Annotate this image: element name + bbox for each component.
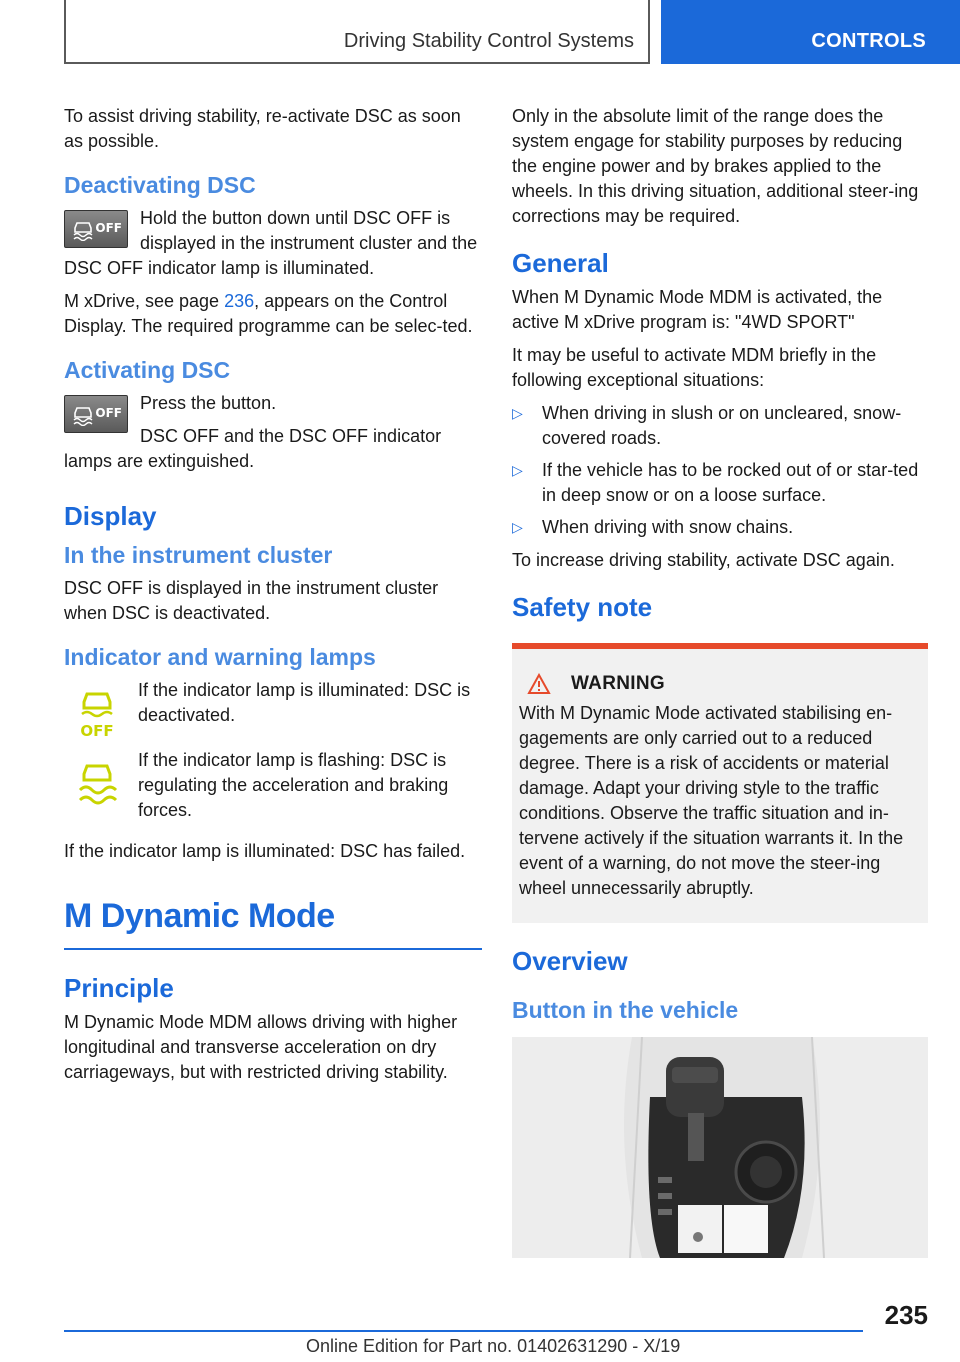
- m-dynamic-mode-title: M Dynamic Mode: [64, 896, 482, 950]
- principle-text: M Dynamic Mode MDM allows driving with higher longitudinal and transverse acceleration on dry carriageways, but with restricted driving stability.: [64, 1012, 458, 1082]
- display-heading: Display: [64, 501, 157, 531]
- edition-text: Online Edition for Part no. 01402631290 - X/19: [306, 1336, 681, 1356]
- triangle-bullet-icon: ▷: [512, 462, 523, 478]
- warning-label: WARNING: [571, 673, 665, 694]
- lamp-row-flashing: [64, 748, 482, 831]
- instrument-cluster-text: DSC OFF is displayed in the instrument cluster when DSC is deactivated.: [64, 578, 439, 623]
- warning-text: With M Dynamic Mode activated stabilising en-gagements are only carried out to a reduced degree. There is a risk of accidents or material damage. Adapt your driving style to the traffic conditions. Observe the traffic situation and in-tervene actively if the situation warrants it. In the event of a warning, do not move the steer-ing wheel unnecessarily abruptly.: [519, 703, 904, 898]
- warning-triangle-icon: [527, 673, 551, 695]
- warning-header: [527, 673, 920, 695]
- overview-heading: Overview: [512, 946, 628, 976]
- list-item: ▷ If the vehicle has to be rocked out of or star-ted in deep snow or on a loose surface.: [512, 460, 919, 505]
- center-console-photo: [512, 1037, 928, 1258]
- warning-box: [512, 643, 928, 923]
- limit-text: Only in the absolute limit of the range does the system engage for stability purposes by reducing the engine power and by brakes applied to the wheels. In this driving situation, additional steer-ing corrections may be required.: [512, 106, 919, 226]
- general-text3: To increase driving stability, activate DSC again.: [512, 550, 895, 570]
- list-item: ▷ When driving with snow chains.: [512, 515, 928, 540]
- button-off-label: OFF: [95, 406, 122, 420]
- xdrive-paragraph: [64, 289, 482, 339]
- safety-note-heading: Safety note: [512, 592, 653, 622]
- button-in-vehicle-heading: Button in the vehicle: [512, 997, 739, 1023]
- activating-dsc-heading: Activating DSC: [64, 357, 231, 383]
- left-column: [64, 104, 482, 1093]
- header-chapter-box[interactable]: [661, 0, 960, 64]
- right-column: [512, 104, 928, 1258]
- page-number: 235: [884, 1300, 928, 1330]
- deactivating-dsc-text: Hold the button down until DSC OFF is displayed in the instrument cluster and the DSC OFF indicator lamp is illuminated.: [64, 208, 478, 278]
- header-section-box: [64, 0, 650, 64]
- lamp-failed-text: If the indicator lamp is illuminated: DSC has failed.: [64, 841, 466, 861]
- general-text1: When M Dynamic Mode MDM is activated, the active M xDrive program is: "4WD SPORT": [512, 287, 883, 332]
- chapter-title[interactable]: CONTROLS: [811, 30, 926, 52]
- principle-heading: Principle: [64, 973, 174, 1003]
- deactivating-dsc-block: [64, 206, 482, 289]
- triangle-bullet-icon: ▷: [512, 519, 523, 535]
- general-text2: It may be useful to activate MDM briefly in the following exceptional situations:: [512, 345, 877, 390]
- dsc-off-button-icon: [64, 395, 128, 433]
- car-skid-icon: [71, 402, 95, 426]
- xdrive-text-after: , appears on the Control Display. The required programme can be selec-ted.: [64, 291, 473, 336]
- instrument-cluster-heading: In the instrument cluster: [64, 542, 333, 568]
- triangle-bullet-icon: ▷: [512, 405, 523, 421]
- lamp-row-off: [64, 678, 482, 740]
- activating-dsc-block: [64, 391, 482, 482]
- dsc-off-button-icon: [64, 210, 128, 248]
- activating-dsc-text1: Press the button.: [140, 393, 277, 413]
- lamp-off-label: OFF: [80, 722, 114, 740]
- lamp2-text: If the indicator lamp is flashing: DSC is regulating the acceleration and braking forces.: [138, 750, 449, 820]
- general-heading: General: [512, 248, 609, 278]
- button-off-label: OFF: [95, 221, 122, 235]
- intro-text: To assist driving stability, re-activate DSC as soon as possible.: [64, 106, 461, 151]
- car-skid-icon: [71, 217, 95, 241]
- dsc-lamp-icon: [72, 756, 122, 810]
- xdrive-text-before: M xDrive, see page: [64, 291, 225, 311]
- page-link-236[interactable]: 236: [224, 291, 255, 311]
- situations-list: [512, 401, 928, 540]
- section-title: Driving Stability Control Systems: [343, 30, 634, 52]
- indicator-lamps-heading: Indicator and warning lamps: [64, 644, 376, 670]
- lamp1-text: If the indicator lamp is illuminated: DSC is deactivated.: [138, 680, 471, 725]
- list-item: ▷ When driving in slush or on uncleared, snow-covered roads.: [512, 403, 902, 448]
- activating-dsc-text2: DSC OFF and the DSC OFF indicator lamps are extinguished.: [64, 426, 442, 471]
- center-console-illustration: [512, 1037, 928, 1258]
- deactivating-dsc-heading: Deactivating DSC: [64, 172, 256, 198]
- dsc-off-lamp-icon: [72, 686, 122, 740]
- footer-divider: [64, 1330, 863, 1332]
